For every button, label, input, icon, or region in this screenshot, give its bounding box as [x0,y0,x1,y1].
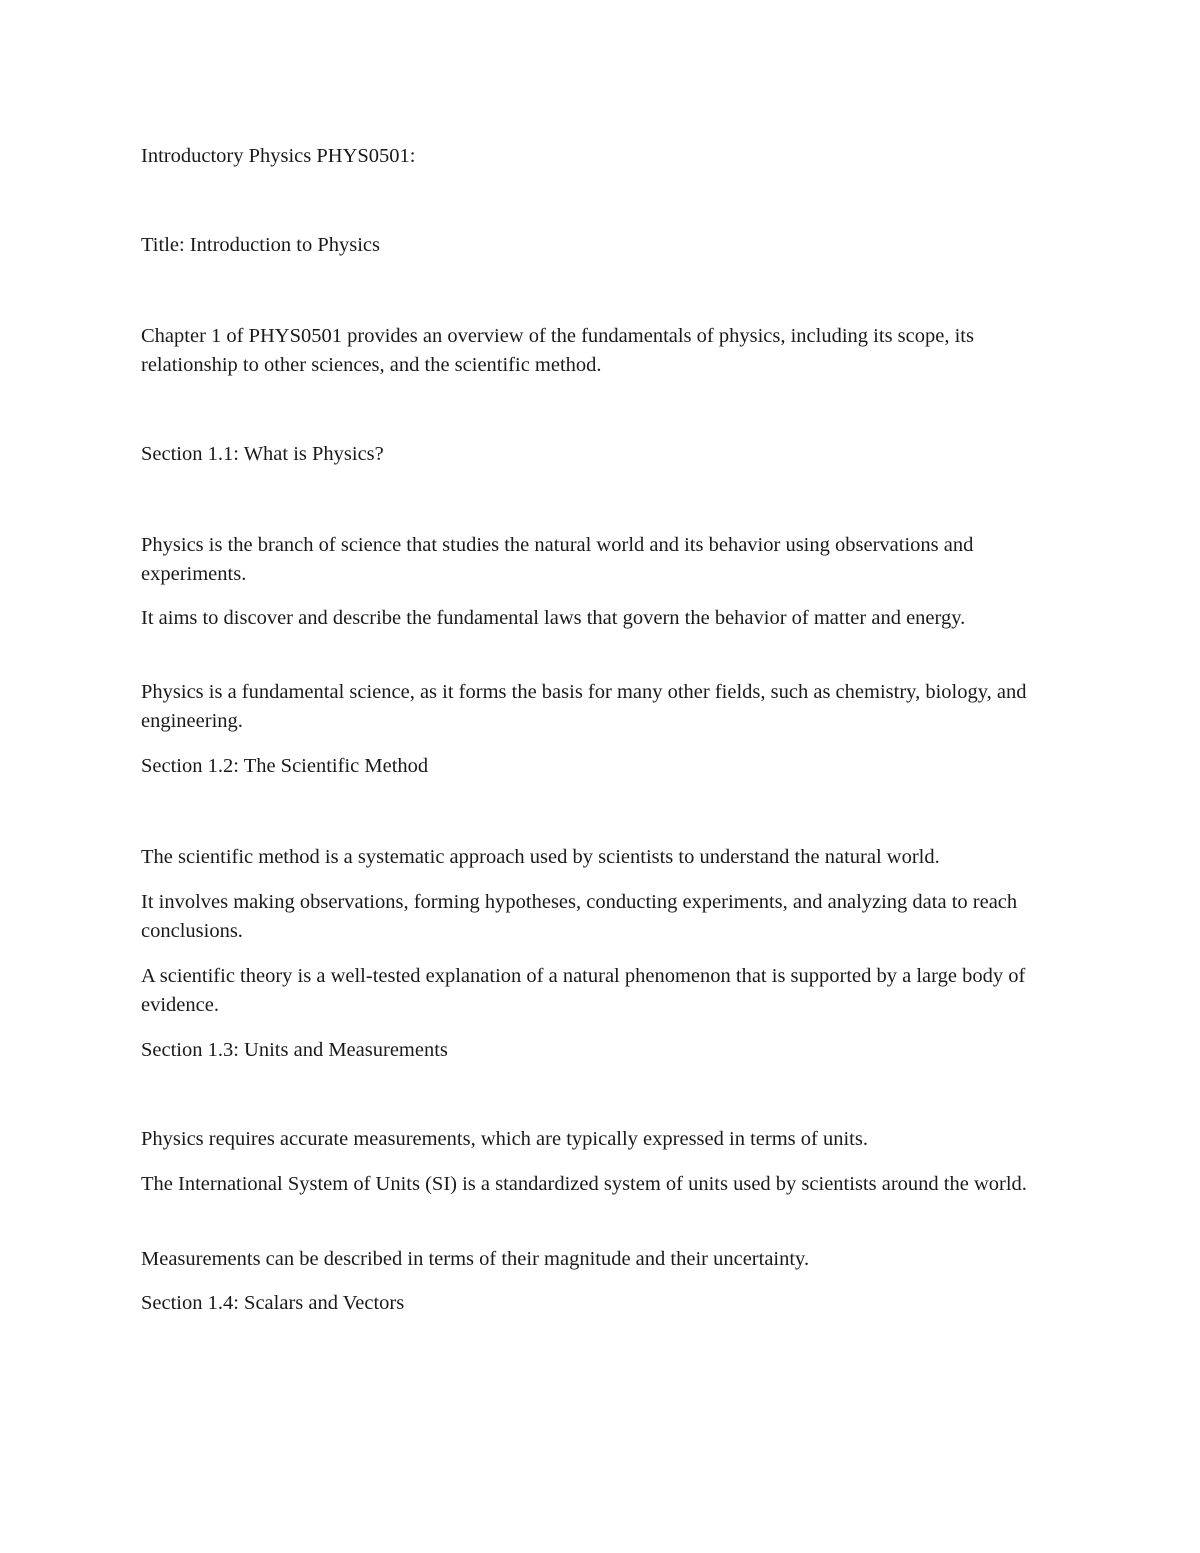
section-1-3-paragraph-1: Physics requires accurate measurements, which are typically expressed in terms of units. [141,1128,868,1150]
section-1-1-paragraph-3: Physics is a fundamental science, as it forms the basis for many other fields, such as chemistry, biology, and engineering. [141,681,1027,732]
section-1-1-paragraph-2: It aims to discover and describe the fundamental laws that govern the behavior of matter and energy. [141,607,966,629]
section-1-2-paragraph-2: It involves making observations, forming hypotheses, conducting experiments, and analyzing data to reach conclusions. [141,891,1018,942]
section-1-3-paragraph-2: The International System of Units (SI) is a standardized system of units used by scientists around the world. [141,1173,1027,1195]
section-1-2-heading: Section 1.2: The Scientific Method [141,755,429,777]
document-heading: Introductory Physics PHYS0501: [141,145,416,167]
section-1-4-heading: Section 1.4: Scalars and Vectors [141,1292,405,1314]
section-1-3-paragraph-3: Measurements can be described in terms of their magnitude and their uncertainty. [141,1248,810,1270]
section-1-1-heading: Section 1.1: What is Physics? [141,443,384,465]
section-1-2-paragraph-1: The scientific method is a systematic approach used by scientists to understand the natural world. [141,846,940,868]
section-1-1-paragraph-1: Physics is the branch of science that studies the natural world and its behavior using observations and experiments. [141,534,974,585]
section-1-3-heading: Section 1.3: Units and Measurements [141,1039,448,1061]
intro-paragraph: Chapter 1 of PHYS0501 provides an overview of the fundamentals of physics, including its scope, its relationship to other sciences, and the scientific method. [141,325,974,376]
section-1-2-paragraph-3: A scientific theory is a well-tested explanation of a natural phenomenon that is supported by a large body of evidence. [141,965,1026,1016]
document-title: Title: Introduction to Physics [141,234,380,256]
